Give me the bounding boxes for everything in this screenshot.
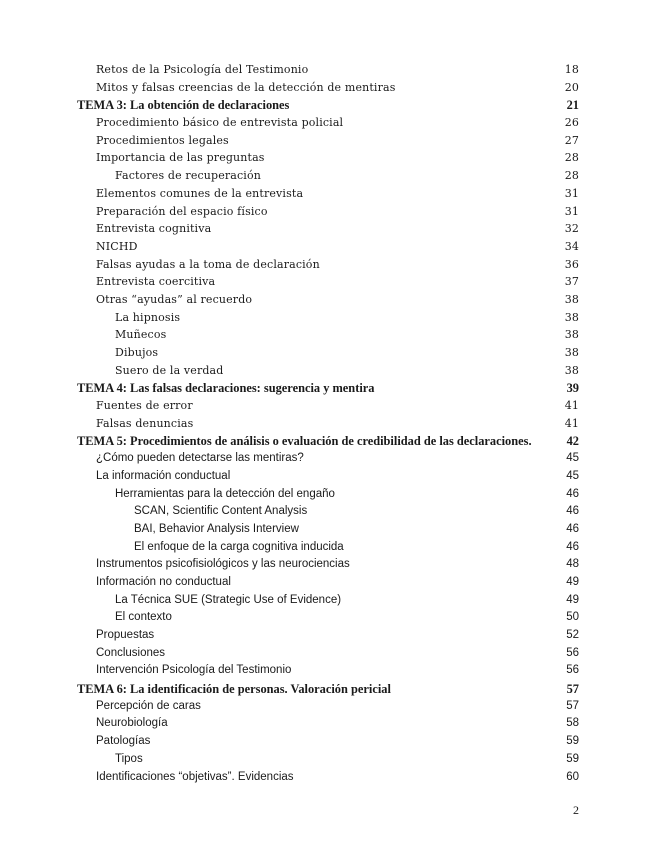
toc-entry[interactable] [0, 611, 655, 629]
toc-entry-page: 49 [566, 593, 579, 606]
toc-entry[interactable] [0, 311, 655, 329]
toc-entry-page: 38 [564, 328, 579, 342]
toc-entry-title: TEMA 6: La identificación de personas. Valoración pericial [77, 682, 391, 697]
toc-entry[interactable] [0, 417, 655, 435]
toc-entry[interactable] [0, 771, 655, 789]
toc-entry-title: Factores de recuperación [115, 169, 261, 183]
toc-entry-page: 49 [566, 575, 579, 588]
toc-entry-title: La Técnica SUE (Strategic Use of Evidence) [115, 593, 342, 606]
toc-entry[interactable] [0, 205, 655, 223]
toc-entry-title: Herramientas para la detección del engaño [115, 487, 335, 500]
toc-entry-page: 37 [564, 275, 579, 289]
toc-entry[interactable] [0, 187, 655, 205]
toc-entry-page: 28 [564, 151, 579, 165]
toc-entry-page: 56 [566, 664, 579, 677]
toc-entry-page: 31 [564, 186, 579, 200]
toc-entry[interactable] [0, 222, 655, 240]
toc-entry[interactable] [0, 81, 655, 99]
toc-chapter-entry[interactable] [0, 98, 655, 116]
toc-entry-title: Otras “ayudas” al recuerdo [96, 292, 253, 306]
toc-entry[interactable] [0, 116, 655, 134]
toc-entry-page: 31 [564, 204, 579, 218]
toc-entry-page: 41 [564, 416, 579, 430]
toc-entry-title: Retos de la Psicología del Testimonio [96, 63, 309, 76]
toc-entry-title: Intervención Psicología del Testimonio [96, 664, 292, 677]
toc-entry-title: Instrumentos psicofisiológicos y las neurociencias [96, 558, 350, 571]
toc-entry-title: SCAN, Scientific Content Analysis [134, 505, 308, 518]
toc-entry-title: La información conductual [96, 469, 231, 482]
toc-entry[interactable] [0, 558, 655, 576]
toc-entry-page: 46 [566, 540, 579, 553]
toc-entry-title: ¿Cómo pueden detectarse las mentiras? [96, 452, 304, 465]
toc-entry[interactable] [0, 399, 655, 417]
toc-entry-page: 20 [564, 80, 579, 94]
toc-entry-page: 42 [566, 434, 579, 449]
toc-chapter-entry[interactable] [0, 434, 655, 452]
toc-entry-title: El enfoque de la carga cognitiva inducida [134, 540, 344, 553]
toc-entry[interactable] [0, 735, 655, 753]
toc-entry-page: 36 [564, 257, 579, 271]
toc-entry-page: 38 [564, 346, 579, 359]
toc-entry[interactable] [0, 293, 655, 311]
toc-entry-title: Elementos comunes de la entrevista [96, 186, 304, 200]
toc-entry[interactable] [0, 523, 655, 541]
toc-entry-page: 52 [566, 629, 579, 641]
toc-entry[interactable] [0, 151, 655, 169]
toc-entry[interactable] [0, 700, 655, 718]
toc-entry[interactable] [0, 346, 655, 364]
toc-entry-page: 18 [564, 63, 579, 76]
table-of-contents [0, 63, 655, 788]
toc-entry-title: NICHD [96, 239, 138, 253]
toc-entry-title: Importancia de las preguntas [96, 151, 265, 165]
toc-entry-page: 32 [564, 222, 579, 236]
toc-entry-title: Entrevista cognitiva [96, 222, 212, 236]
toc-entry[interactable] [0, 134, 655, 152]
toc-entry[interactable] [0, 576, 655, 594]
toc-entry[interactable] [0, 452, 655, 470]
toc-entry-page: 57 [566, 699, 579, 712]
toc-entry-title: TEMA 4: Las falsas declaraciones: sugerencia y mentira [77, 381, 375, 396]
toc-entry-title: BAI, Behavior Analysis Interview [134, 522, 299, 535]
toc-entry-page: 59 [566, 752, 579, 765]
toc-entry[interactable] [0, 664, 655, 682]
toc-entry[interactable] [0, 258, 655, 276]
toc-entry-page: 45 [566, 452, 579, 465]
toc-entry-page: 50 [566, 611, 579, 624]
toc-entry[interactable] [0, 470, 655, 488]
toc-entry-page: 45 [566, 469, 579, 482]
toc-entry[interactable] [0, 717, 655, 735]
toc-entry[interactable] [0, 364, 655, 382]
toc-entry-page: 38 [564, 363, 579, 377]
toc-entry-page: 34 [564, 239, 579, 253]
toc-entry[interactable] [0, 629, 655, 647]
toc-entry-title: TEMA 5: Procedimientos de análisis o evaluación de credibilidad de las declaraciones. [77, 434, 532, 449]
page-number: 2 [573, 803, 579, 817]
toc-entry-title: Falsas denuncias [96, 416, 194, 430]
toc-entry-page: 39 [566, 381, 579, 396]
toc-entry-title: Conclusiones [96, 646, 166, 659]
toc-entry-page: 46 [566, 505, 579, 518]
toc-entry[interactable] [0, 594, 655, 612]
toc-chapter-entry[interactable] [0, 381, 655, 399]
toc-entry-title: La hipnosis [115, 310, 181, 324]
toc-entry-title: Fuentes de error [96, 399, 193, 413]
toc-entry-title: Información no conductual [96, 575, 231, 588]
toc-entry-page: 38 [564, 292, 579, 306]
toc-entry[interactable] [0, 647, 655, 665]
toc-entry[interactable] [0, 505, 655, 523]
toc-entry-title: Percepción de caras [96, 699, 201, 712]
toc-entry-title: Dibujos [115, 346, 159, 359]
toc-entry-page: 56 [566, 646, 579, 659]
toc-entry-title: Identificaciones “objetivas”. Evidencias [96, 770, 294, 783]
toc-entry-title: Propuestas [96, 629, 155, 641]
toc-entry-title: Mitos y falsas creencias de la detección de mentiras [96, 80, 396, 94]
toc-entry[interactable] [0, 328, 655, 346]
toc-entry[interactable] [0, 63, 655, 81]
toc-entry-title: El contexto [115, 611, 172, 624]
toc-entry-page: 27 [564, 133, 579, 147]
toc-entry-title: TEMA 3: La obtención de declaraciones [77, 98, 290, 113]
toc-entry-page: 41 [564, 399, 579, 413]
toc-entry-title: Falsas ayudas a la toma de declaración [96, 257, 320, 271]
toc-entry-title: Neurobiología [96, 717, 168, 730]
toc-entry-page: 59 [566, 735, 579, 748]
toc-chapter-entry[interactable] [0, 682, 655, 700]
toc-entry-title: Entrevista coercitiva [96, 275, 216, 289]
toc-entry-page: 21 [566, 98, 579, 113]
toc-entry-title: Tipos [115, 752, 143, 765]
toc-entry-page: 60 [566, 770, 579, 783]
toc-entry-title: Preparación del espacio físico [96, 204, 268, 218]
toc-entry-title: Patologías [96, 735, 151, 748]
toc-entry-page: 28 [564, 169, 579, 183]
toc-entry[interactable] [0, 169, 655, 187]
toc-entry[interactable] [0, 753, 655, 771]
toc-entry-page: 48 [566, 558, 579, 571]
toc-entry-page: 38 [564, 310, 579, 324]
toc-entry-page: 58 [566, 717, 579, 730]
toc-entry-page: 46 [566, 522, 579, 535]
toc-entry-title: Procedimiento básico de entrevista policial [96, 116, 344, 130]
toc-entry-title: Muñecos [115, 328, 167, 342]
toc-entry[interactable] [0, 275, 655, 293]
toc-entry-page: 26 [564, 116, 579, 130]
toc-entry[interactable] [0, 240, 655, 258]
toc-entry[interactable] [0, 488, 655, 506]
toc-entry-title: Suero de la verdad [115, 363, 224, 377]
toc-entry-page: 46 [566, 487, 579, 500]
toc-entry-title: Procedimientos legales [96, 133, 229, 147]
toc-entry-page: 57 [566, 682, 579, 697]
toc-entry[interactable] [0, 541, 655, 559]
